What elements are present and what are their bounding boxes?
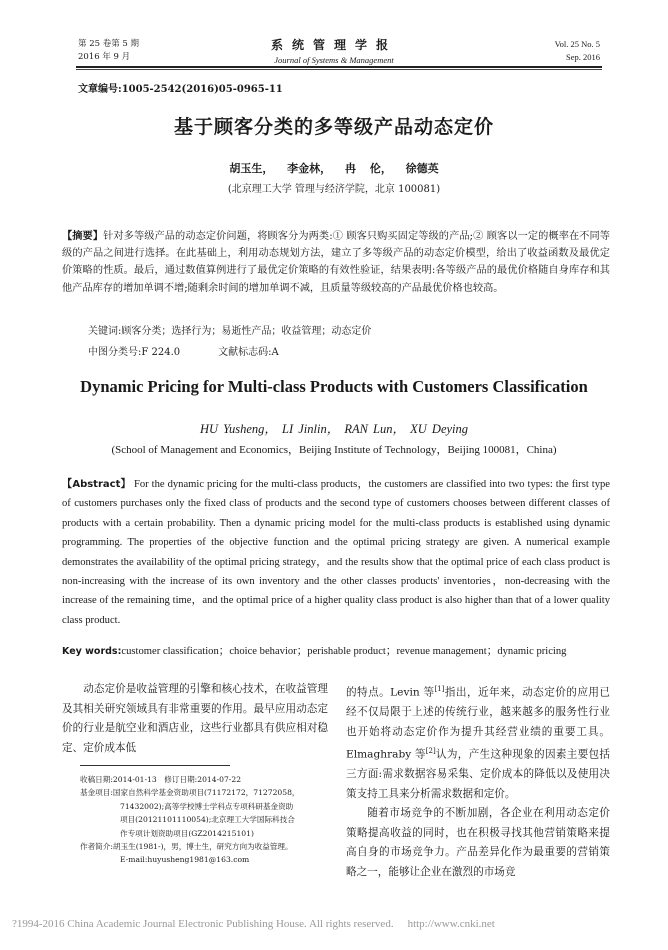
authors-zh: 胡玉生， 李金林， 冉 伦， 徐德英 xyxy=(229,162,439,175)
keywords-en-text: customer classification；choice behavior；perishable product；revenue management；dynamic pricing xyxy=(121,646,567,657)
body-text: 的特点。Levin 等 xyxy=(346,686,435,699)
document-code: 文献标志码:A xyxy=(218,347,279,358)
citation-2: [2] xyxy=(425,747,436,756)
date-zh: 2016 年 9 月 xyxy=(78,52,131,62)
body-text: 认为，产生这种现象的因素主要包括三方面:需求数据容易采集、定价成本的降低以及使用决策支持工具来分析需求数据和定价。 xyxy=(346,748,610,800)
copyright-footer xyxy=(12,918,662,930)
paper-title-zh: 基于顾客分类的多等级产品动态定价 xyxy=(173,116,494,138)
copyright-text: ?1994-2016 China Academic Journal Electronic Publishing House. All rights reserved. xyxy=(12,918,394,930)
fund-line: 基金项目:国家自然科学基金资助项目(71172172，71272058， xyxy=(80,788,300,798)
clc-number: 中图分类号:F 224.0 xyxy=(88,347,181,358)
abstract-zh-text: 针对多等级产品的动态定价问题，将顾客分为两类:① 顾客只购买固定等级的产品;② 顾客以一定的概率在不同等级的产品之间进行选择。在此基础上，利用动态规划方法，建立了多等级产品的动态定价模型，给出了收益函数及最优定价策略的性质。最后，通过数值算例进行了最优定价策略的有效性验证，结果表明:各等级产品的最优价格随自身库存和其他产品库存的增加单调不增;随剩余时间的增加单调不减，且质量等级较高的产品最优价格也较高。 xyxy=(62,231,610,294)
journal-issue-en xyxy=(520,38,600,64)
body-column-left xyxy=(62,680,328,758)
keywords-en xyxy=(62,643,610,658)
article-number: 文章编号:1005-2542(2016)05-0965-11 xyxy=(78,84,283,95)
author-email: E-mail:huyusheng1981@163.com xyxy=(120,855,250,865)
keywords-zh: 关键词:顾客分类；选择行为；易逝性产品；收益管理；动态定价 xyxy=(88,326,372,337)
body-paragraph-2: 随着市场竞争的不断加剧，各企业在利用动态定价策略提高收益的同时，也在积极寻找其他营销策略来提高自身的市场竞争力。产品差异化作为最重要的营销策略之一，能够让企业在激烈的市场竞 xyxy=(346,807,610,878)
citation-1: [1] xyxy=(434,685,445,693)
keywords-en-label: Key words: xyxy=(62,646,122,657)
abstract-en-label: 【Abstract】 xyxy=(62,479,131,490)
abstract-zh-label: 【摘要】 xyxy=(62,230,104,242)
footnote-rule xyxy=(80,765,230,766)
fund-line: 71432002);高等学校博士学科点专项科研基金资助 xyxy=(120,801,294,811)
affiliation-zh: (北京理工大学 管理与经济学院，北京 100081) xyxy=(227,184,441,195)
fund-line: 作专项计划资助项目(GZ2014215101) xyxy=(120,828,254,838)
body-column-right xyxy=(346,680,610,882)
journal-name-zh: 系统管理学报 xyxy=(270,38,397,52)
cnki-link[interactable]: http://www.cnki.net xyxy=(407,918,495,930)
intro-paragraph: 动态定价是收益管理的引擎和核心技术，在收益管理及其相关研究领域具有非常重要的作用。最早应用动态定价的行业是航空业和酒店业，这些行业都具有供应相对稳定、定价成本低 xyxy=(62,683,328,754)
fund-line: 项目(20121101110054);北京理工大学国际科技合 xyxy=(120,815,295,825)
abstract-en xyxy=(62,475,610,630)
author-bio: 作者简介:胡玉生(1981-)，男，博士生，研究方向为收益管理。 xyxy=(80,842,293,852)
paper-title-en: Dynamic Pricing for Multi-class Products with Customers Classification xyxy=(80,377,588,396)
header-rule-thin xyxy=(76,69,602,70)
body-text: 指出，近年来，动态定价的应用已经不仅局限于上述的传统行业，越来越多的服务性行业也开始将动态定价作为提升其经营业绩的重要工具。Elmaghraby 等 xyxy=(346,686,611,761)
volume-zh: 第 25 卷第 5 期 xyxy=(78,39,140,49)
footnote xyxy=(80,773,332,867)
received-date: 收稿日期:2014-01-13 修订日期:2014-07-22 xyxy=(80,775,242,784)
classification-line xyxy=(88,343,317,358)
date-en: Sep. 2016 xyxy=(566,52,600,62)
affiliation-en: (School of Management and Economics，Beijing Institute of Technology，Beijing 100081，China) xyxy=(111,444,557,456)
abstract-zh xyxy=(62,228,610,297)
header-rule xyxy=(76,66,602,68)
authors-en: HU Yusheng， LI Jinlin， RAN Lun， XU Deying xyxy=(199,422,469,436)
volume-en: Vol. 25 No. 5 xyxy=(554,39,600,49)
body-paragraph-1 xyxy=(346,680,610,804)
abstract-en-text: For the dynamic pricing for the multi-class products，the customers are classified into two types: the first type of customers purchases only the fixed class of products and the second type of customers chooses between different classes of products with a certain probability. Then a dynamic pricing model for the multi-class products is established using dynamic programming. The properties of the objective function and the optimal pricing strategy are given. A numerical example demonstrates the availability of the optimal pricing strategy，and the results show that the optimal price of each class product is non-increasing with the increase of its own inventory and the other classes products' inventories，non-decreasing with the increase of the remaining time，and the optimal price of a higher quality class product is also higher than that of a lower quality class product. xyxy=(62,479,610,626)
journal-name-en: Journal of Systems & Management xyxy=(274,55,394,65)
